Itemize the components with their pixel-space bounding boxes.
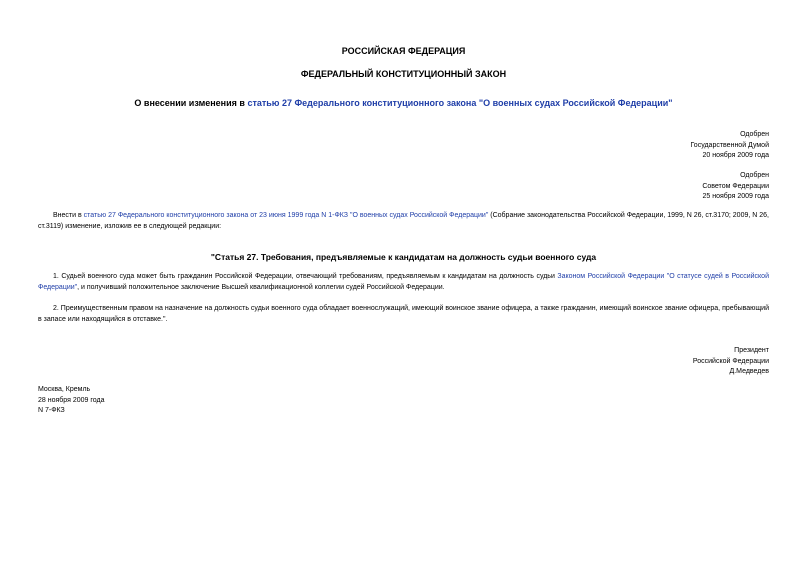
signature-name: Д.Медведев	[729, 368, 769, 375]
signature-country: Российской Федерации	[692, 357, 769, 365]
approval-council-line1: Одобрен	[740, 172, 769, 179]
place-date: 28 ноября 2009 года	[38, 396, 105, 404]
article-p1-prefix: 1. Судьей военного суда может быть гражданин Российской Федерации, отвечающий требованиям, предъявляемым к кандидатам на должность судьи	[53, 273, 558, 280]
law-title-prefix: О внесении изменения в	[134, 98, 248, 108]
approval-duma-date: 20 ноября 2009 года	[702, 152, 769, 159]
law-type-heading: ФЕДЕРАЛЬНЫЙ КОНСТИТУЦИОННЫЙ ЗАКОН	[300, 69, 507, 79]
intro-paragraph	[38, 210, 769, 232]
approval-duma-line2: Государственной Думой	[690, 141, 769, 149]
approval-council-line2: Советом Федерации	[702, 182, 769, 190]
article-p1-suffix: , и получивший положительное заключение Высшей квалификационной коллегии судей Российской Федерации.	[77, 284, 445, 291]
law-title	[38, 98, 769, 108]
article-paragraph-2: 2. Преимущественным правом на назначение на должность судьи военного суда обладает военнослужащий, имеющий воинское звание офицера, а также гражданин, имеющий воинское звание офицера, пребывающий в запасе или находящийся в отставке.".	[38, 305, 769, 323]
law-title-link[interactable]: статью 27 Федерального конституционного закона "О военных судах Российской Федерации"	[247, 98, 673, 108]
intro-law-link[interactable]: статью 27 Федерального конституционного закона от 23 июня 1999 года N 1-ФКЗ "О военных судах Российской Федерации"	[83, 212, 489, 219]
approval-council	[702, 171, 769, 203]
approval-duma	[690, 130, 769, 162]
intro-prefix: Внести в	[53, 212, 84, 219]
approval-duma-line1: Одобрен	[740, 131, 769, 138]
country-heading: РОССИЙСКАЯ ФЕДЕРАЦИЯ	[341, 46, 466, 56]
intro-suffix: (Собрание законодательства Российской Федерации, 1999, N 26, ст.3170; 2009, N 26, ст.3119) изменение, изложив ее в следующей редакции:	[38, 212, 769, 230]
signature-role: Президент	[734, 347, 769, 354]
article-title: "Статья 27. Требования, предъявляемые к кандидатам на должность судьи военного суда	[210, 252, 597, 262]
place-city: Москва, Кремль	[38, 386, 91, 393]
approval-council-date: 25 ноября 2009 года	[702, 193, 769, 200]
article-paragraph-1	[38, 271, 769, 293]
place-date-block	[38, 385, 104, 417]
signature-block	[693, 346, 769, 378]
law-number: N 7-ФКЗ	[38, 407, 65, 414]
status-of-judges-law-link[interactable]: Законом Российской Федерации "О статусе судей в Российской Федерации"	[38, 273, 769, 291]
